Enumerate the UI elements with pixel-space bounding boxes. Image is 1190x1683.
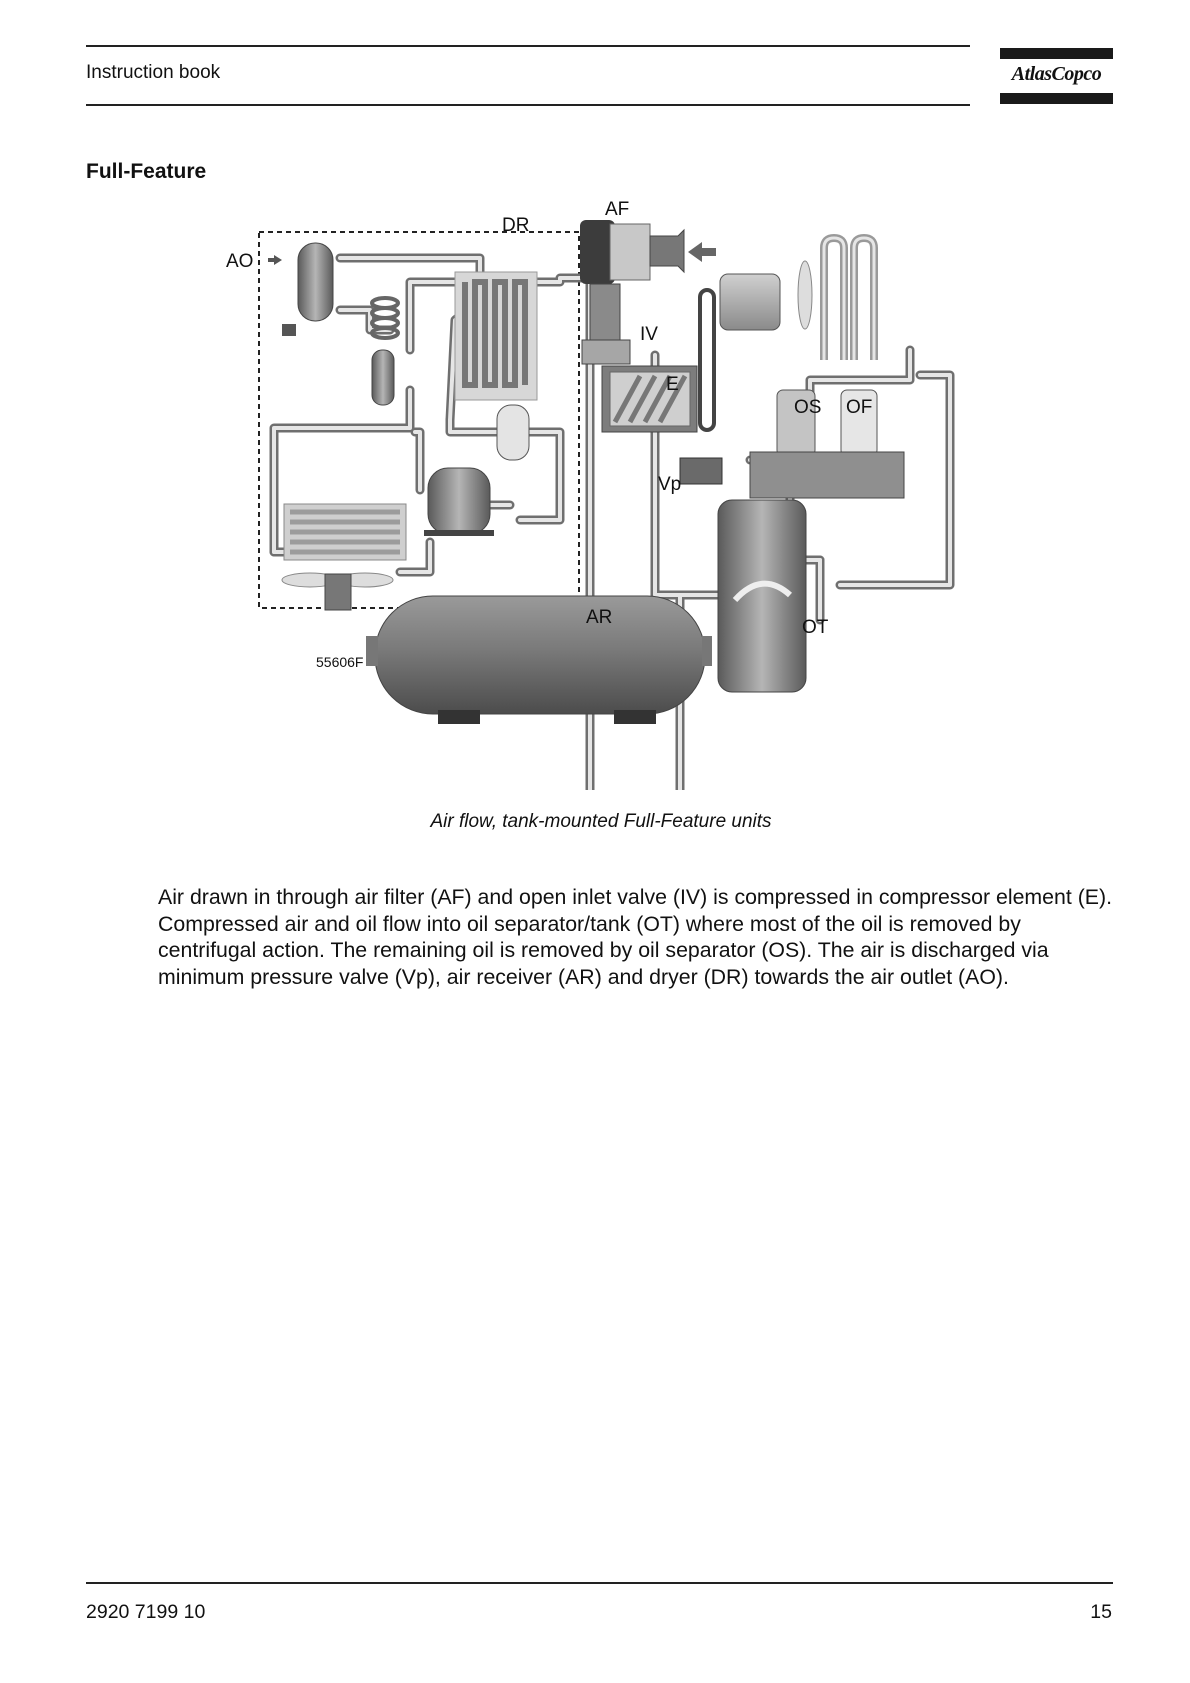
oil-air-cooler bbox=[824, 238, 874, 360]
air-inlet-arrow-icon bbox=[688, 242, 716, 262]
document-number: 2920 7199 10 bbox=[86, 1601, 206, 1623]
page-number: 15 bbox=[1090, 1601, 1112, 1623]
filter-drier bbox=[372, 350, 394, 405]
outlet-arrow-icon bbox=[268, 255, 282, 265]
header-title: Instruction book bbox=[86, 62, 221, 83]
refrigerant-compressor bbox=[428, 468, 490, 534]
label-vp: Vp bbox=[658, 474, 682, 495]
label-af: AF bbox=[605, 200, 630, 220]
air-filter-inlet bbox=[650, 230, 684, 272]
receiver-foot-right bbox=[614, 710, 656, 724]
air-flow-diagram-svg bbox=[210, 200, 980, 790]
fan-motor bbox=[325, 574, 351, 610]
label-ar: AR bbox=[586, 607, 613, 628]
minimum-pressure-valve bbox=[680, 458, 722, 484]
receiver-end-cap-right bbox=[702, 636, 712, 666]
inlet-valve-body bbox=[582, 340, 630, 364]
refrigerant-compressor-feet bbox=[424, 530, 494, 536]
label-dr: DR bbox=[502, 215, 530, 236]
logo-top-bar bbox=[1000, 48, 1113, 59]
header-bottom-rule bbox=[86, 104, 970, 106]
air-flow-diagram bbox=[210, 200, 980, 790]
receiver-foot-left bbox=[438, 710, 480, 724]
oil-separator-tank bbox=[718, 500, 806, 692]
figure-code: 55606F bbox=[316, 654, 364, 670]
drive-motor bbox=[720, 274, 780, 330]
brand-logo bbox=[1000, 48, 1113, 104]
logo-bottom-bar bbox=[1000, 93, 1113, 104]
cooling-fan-icon bbox=[798, 261, 812, 329]
footer-rule bbox=[86, 1582, 1113, 1584]
receiver-end-cap-left bbox=[366, 636, 378, 666]
label-iv: IV bbox=[640, 324, 658, 345]
figure-caption: Air flow, tank-mounted Full-Feature units bbox=[430, 811, 772, 832]
label-e: E bbox=[666, 374, 679, 395]
condenser bbox=[284, 504, 406, 560]
label-ao: AO bbox=[226, 251, 254, 272]
heat-exchanger-coil bbox=[465, 282, 525, 385]
label-os: OS bbox=[794, 397, 822, 418]
label-of: OF bbox=[846, 397, 873, 418]
inlet-valve bbox=[590, 284, 620, 344]
section-title: Full-Feature bbox=[86, 160, 207, 183]
label-ot: OT bbox=[802, 617, 829, 638]
logo-wordmark: AtlasCopco bbox=[1011, 63, 1102, 85]
drain-valve bbox=[282, 324, 296, 336]
outlet-vessel bbox=[298, 243, 333, 321]
separator-head bbox=[750, 452, 904, 498]
air-filter-element bbox=[610, 224, 650, 280]
liquid-receiver bbox=[497, 405, 529, 460]
header-top-rule bbox=[86, 45, 970, 47]
drive-belt bbox=[700, 290, 714, 430]
body-paragraph: Air drawn in through air filter (AF) and open inlet valve (IV) is compressed in compressor element (E). Compressed air and oil flow into oil separator/tank (OT) where most of the oil is removed by centrifugal action. The remaining oil is removed by oil separator (OS). The air is discharged via minimum pressure valve (Vp), air receiver (AR) and dryer (DR) towards the air outlet (AO). bbox=[158, 885, 1113, 989]
air-receiver-tank bbox=[375, 596, 705, 714]
